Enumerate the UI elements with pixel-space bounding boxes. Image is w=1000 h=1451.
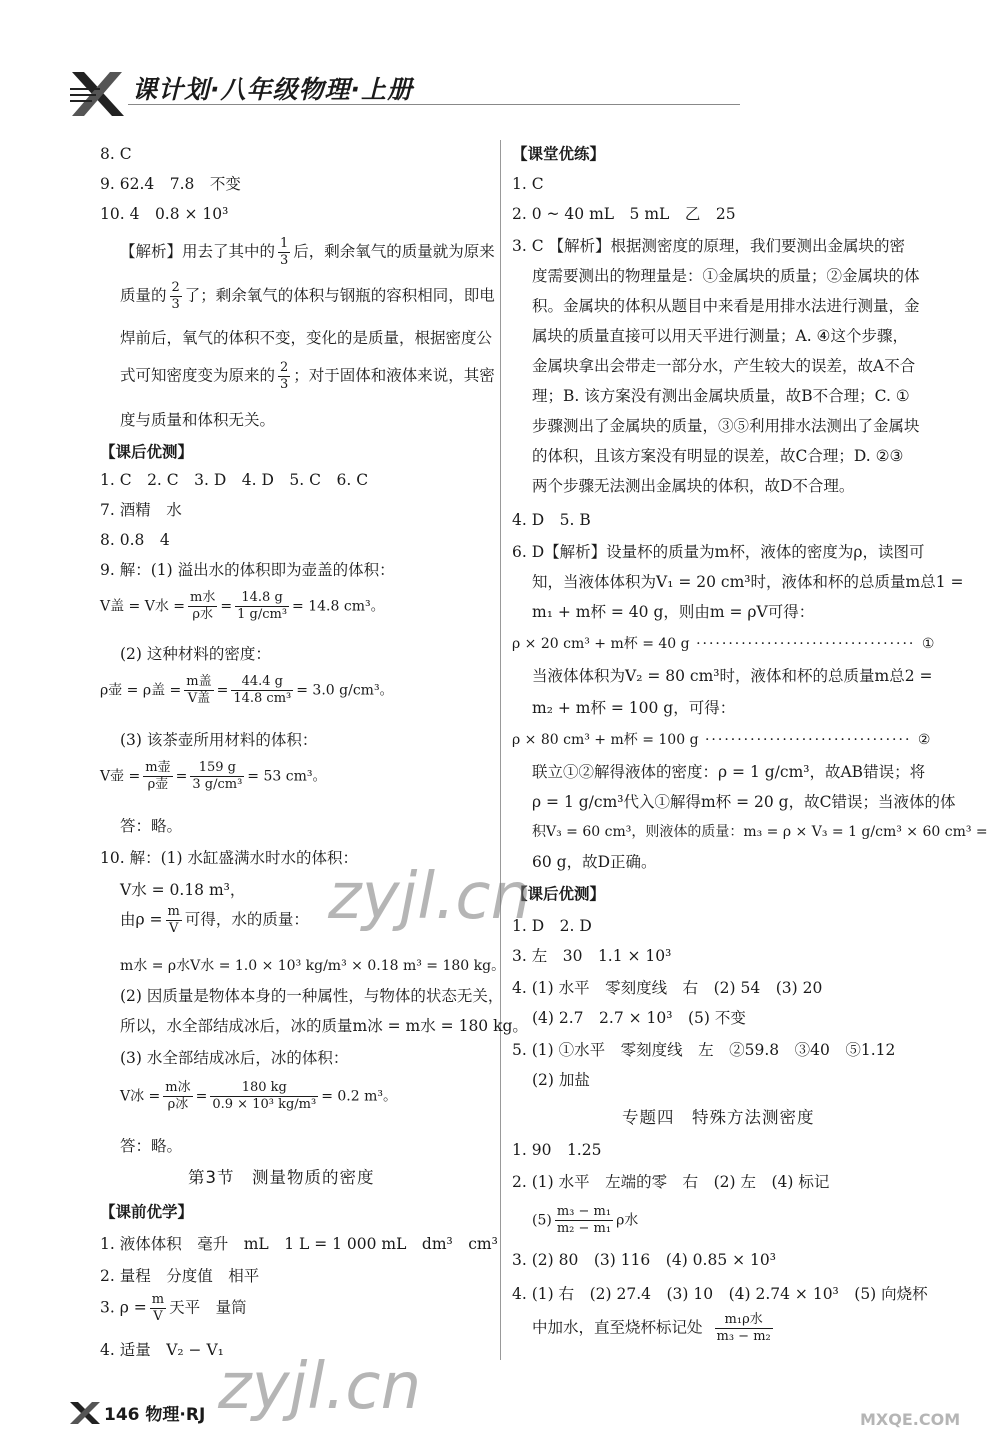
footer-logo-icon <box>70 1400 100 1426</box>
equation: V冰 = $\frac{\text{m冰}}{\text{ρ冰}}$ = $\frac{180 kg}{\text{0.9 × 10³ kg/m³}}$ = 0.2 m³。 <box>120 1080 397 1112</box>
answer-line: 8. C <box>100 145 132 163</box>
answer-line: 1. 90 1.25 <box>512 1141 602 1159</box>
book-title: 课计划·八年级物理·上册 <box>132 75 413 104</box>
answer-line: 2. (1) 水平 左端的零 右 (2) 左 (4) 标记 <box>512 1173 830 1191</box>
answer-line: 答：略。 <box>120 817 183 835</box>
answer-line: 答：略。 <box>120 1137 183 1155</box>
section-heading: 【课后优测】 <box>100 442 194 461</box>
section-heading: 【课前优学】 <box>100 1202 194 1221</box>
answer-line: 1. C <box>512 175 544 193</box>
section-heading: 【课后优测】 <box>512 884 606 903</box>
answer-line: (4) 2.7 2.7 × 10³ (5) 不变 <box>532 1009 746 1027</box>
answer-line: 8. 0.8 4 <box>100 531 170 549</box>
answer-line: (2) 这种材料的密度： <box>120 645 271 663</box>
analysis-line: 联立①②解得液体的密度：ρ = 1 g/cm³，故AB错误；将 <box>532 763 926 781</box>
column-divider <box>500 140 501 1360</box>
answer-line: 3. (2) 80 (3) 116 (4) 0.85 × 10³ <box>512 1251 776 1269</box>
analysis-line: 两个步骤无法测出金属块的体积，故D不合理。 <box>532 477 855 495</box>
equation-1: ρ × 20 cm³ + m杯 = 40 g ·································· ① <box>512 636 935 652</box>
watermark-site: MXQE.COM <box>860 1410 961 1429</box>
answer-line: 9. 62.4 7.8 不变 <box>100 175 241 193</box>
answer-line: 4. (1) 水平 零刻度线 右 (2) 54 (3) 20 <box>512 979 823 997</box>
section-title-topic-4: 专题四 特殊方法测密度 <box>622 1108 815 1127</box>
answer-line: 由ρ = $\frac{m}{V}$ 可得，水的质量： <box>120 904 309 936</box>
answer-line: (3) 该茶壶所用材料的体积： <box>120 731 318 749</box>
answer-line: 1. C 2. C 3. D 4. D 5. C 6. C <box>100 471 369 489</box>
analysis-line: ρ = 1 g/cm³代入①解得m杯 = 20 g，故C错误；当液体的体 <box>532 793 956 811</box>
answer-line: V水 = 0.18 m³， <box>120 881 246 899</box>
analysis-line: 质量的 $\frac{2}{3}$ 了；剩余氧气的体积与钢瓶的容积相同，即电 <box>120 280 495 312</box>
analysis-line: 积。金属块的体积从题目中来看是用排水法进行测量，金 <box>532 297 920 315</box>
answer-line: (2) 因质量是物体本身的一种属性，与物体的状态无关， <box>120 987 504 1005</box>
fraction: $\frac{2}{3}$ <box>171 280 180 312</box>
equation: (5) $\frac{\text{m₃ − m₁}}{\text{m₂ − m₁}}$ ρ水 <box>532 1204 639 1236</box>
analysis-line: 60 g，故D正确。 <box>532 853 657 871</box>
answer-line: m水 = ρ水V水 = 1.0 × 10³ kg/m³ × 0.18 m³ = 180 kg。 <box>120 958 506 974</box>
fraction: $\frac{1}{3}$ <box>280 236 289 268</box>
fraction: $\frac{2}{3}$ <box>280 360 289 392</box>
analysis-line: 当液体体积为V₂ = 80 cm³时，液体和杯的总质量m总2 = <box>532 667 933 685</box>
analysis-line: 步骤测出了金属块的质量，③⑤利用排水法测出了金属块 <box>532 417 920 435</box>
equation: ρ壶 = ρ盖 = $\frac{\text{m盖}}{\text{V盖}}$ = $\frac{44.4 g}{\text{14.8 cm³}}$ = 3.0 g/cm³。 <box>100 674 394 706</box>
watermark: zyjl.cn <box>218 1350 422 1424</box>
section-heading: 【课堂优练】 <box>512 144 606 163</box>
section-title-3: 第3节 测量物质的密度 <box>188 1168 375 1187</box>
answer-line: 10. 4 0.8 × 10³ <box>100 205 229 223</box>
brand-logo-icon <box>70 66 126 122</box>
answer-line: 3. ρ = $\frac{m}{V}$ 天平 量筒 <box>100 1292 247 1324</box>
analysis-line: 理；B. 该方案没有测出金属块质量，故B不合理；C. ① <box>532 387 910 405</box>
analysis-line: 式可知密度变为原来的 $\frac{2}{3}$ ；对于固体和液体来说，其密 <box>120 360 495 392</box>
answer-line: 4. 适量 V₂ − V₁ <box>100 1341 224 1359</box>
equation-2: ρ × 80 cm³ + m杯 = 100 g ································ ② <box>512 732 931 748</box>
analysis-line: 知，当液体体积为V₁ = 20 cm³时，液体和杯的总质量m总1 = <box>532 573 964 591</box>
answer-line: 中加水，直至烧杯标记处 $\frac{\text{m₁ρ水}}{\text{m₃ − m₂}}$ <box>532 1312 771 1344</box>
answer-line: 9. 解：(1) 溢出水的体积即为壶盖的体积： <box>100 561 395 579</box>
answer-line: 2. 量程 分度值 相平 <box>100 1267 260 1285</box>
answer-line: 1. 液体体积 毫升 mL 1 L = 1 000 mL dm³ cm³ <box>100 1235 498 1253</box>
equation: V盖 = V水 = $\frac{\text{m水}}{\text{ρ水}}$ = $\frac{14.8 g}{\text{1 g/cm³}}$ = 14.8 cm³。 <box>100 590 385 622</box>
analysis-line: 【解析】用去了其中的 $\frac{1}{3}$ 后，剩余氧气的质量就为原来 <box>120 236 495 268</box>
equation: V壶 = $\frac{\text{m壶}}{\text{ρ壶}}$ = $\frac{159 g}{\text{3 g/cm³}}$ = 53 cm³。 <box>100 760 327 792</box>
answer-line: 3. 左 30 1.1 × 10³ <box>512 947 672 965</box>
analysis-line: 的体积，且该方案没有明显的误差，故C合理；D. ②③ <box>532 447 904 465</box>
answer-line: 1. D 2. D <box>512 917 592 935</box>
analysis-line: m₂ + m杯 = 100 g，可得： <box>532 699 736 717</box>
page-header <box>70 62 740 132</box>
answer-line: 10. 解：(1) 水缸盛满水时水的体积： <box>100 849 358 867</box>
answer-line: 7. 酒精 水 <box>100 501 182 519</box>
analysis-line: 金属块拿出会带走一部分水，产生较大的误差，故A不合 <box>532 357 916 375</box>
answer-line: 4. D 5. B <box>512 511 591 529</box>
analysis-line: 度与质量和体积无关。 <box>120 411 276 429</box>
answer-line: (3) 水全部结成冰后，冰的体积： <box>120 1049 349 1067</box>
answer-line: (2) 加盐 <box>532 1071 590 1089</box>
answer-line: 所以，水全部结成冰后，冰的质量m冰 = m水 = 180 kg。 <box>120 1017 528 1035</box>
answer-line: 6. D【解析】设量杯的质量为m杯，液体的密度为ρ，读图可 <box>512 543 925 561</box>
page-number: 146 物理·RJ <box>104 1405 206 1425</box>
answer-line: 4. (1) 右 (2) 27.4 (3) 10 (4) 2.74 × 10³ (5) 向烧杯 <box>512 1285 928 1303</box>
analysis-line: 积V₃ = 60 cm³，则液体的质量：m₃ = ρ × V₃ = 1 g/cm³ × 60 cm³ = <box>532 824 988 840</box>
answer-line: 3. C 【解析】根据测密度的原理，我们要测出金属块的密 <box>512 237 906 255</box>
answer-line: 2. 0 ~ 40 mL 5 mL 乙 25 <box>512 205 736 223</box>
analysis-line: m₁ + m杯 = 40 g，则由m = ρV可得： <box>532 603 815 621</box>
analysis-line: 度需要测出的物理量是：①金属块的质量；②金属块的体 <box>532 267 920 285</box>
answer-line: 5. (1) ①水平 零刻度线 左 ②59.8 ③40 ⑤1.12 <box>512 1041 896 1059</box>
watermark: zyjl.cn <box>328 860 532 934</box>
analysis-line: 属块的质量直接可以用天平进行测量；A. ④这个步骤， <box>532 327 908 345</box>
header-rule <box>128 104 740 105</box>
analysis-line: 焊前后，氧气的体积不变，变化的是质量，根据密度公 <box>120 329 493 347</box>
